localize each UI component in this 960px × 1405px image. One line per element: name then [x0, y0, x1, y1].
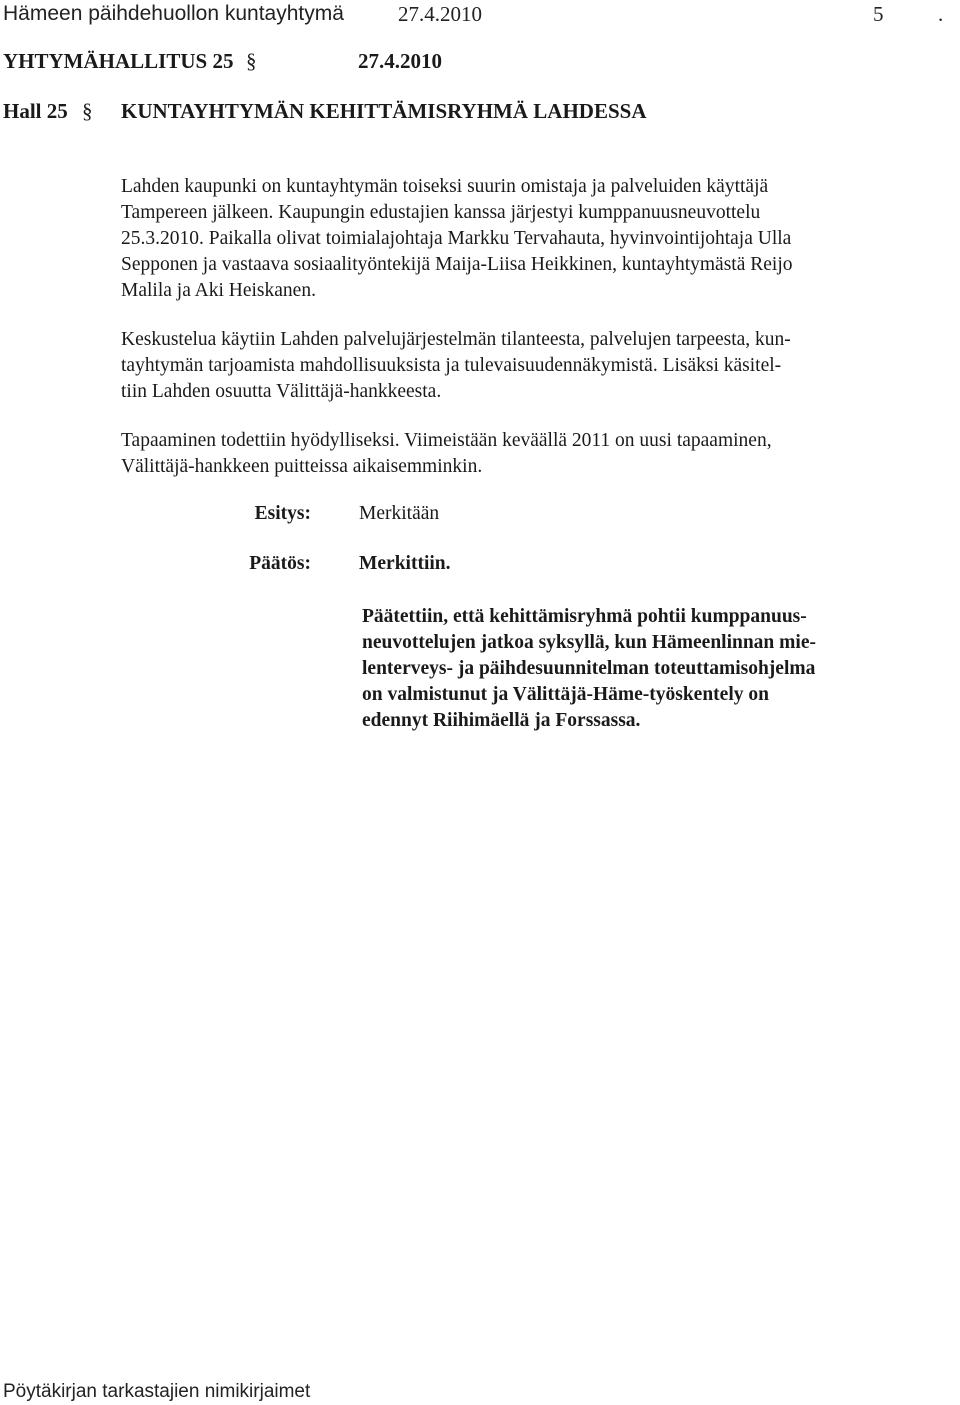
item-title: KUNTAYHTYMÄN KEHITTÄMISRYHMÄ LAHDESSA [121, 99, 647, 123]
decision-value: Merkittiin. [359, 553, 451, 574]
section-sign: § [82, 99, 93, 123]
paragraph-line: Sepponen ja vastaava sosiaalityöntekijä Maija-Liisa Heikkinen, kuntayhtymästä Reijo [121, 254, 793, 275]
page-number: 5 [873, 2, 884, 26]
header-mark: . [938, 2, 944, 26]
decision-text [362, 604, 816, 734]
paragraph-line: Tapaaminen todettiin hyödylliseksi. Viimeistään keväällä 2011 on uusi tapaaminen, [121, 430, 772, 451]
decision-line: edennyt Riihimäellä ja Forssassa. [362, 710, 641, 731]
paragraph-line: tayhtymän tarjoamista mahdollisuuksista ja tulevaisuudennäkymistä. Lisäksi käsitel- [121, 355, 782, 376]
section-sign: § [246, 49, 257, 73]
meeting-date: 27.4.2010 [358, 49, 442, 73]
paragraph-line: Välittäjä-hankkeen puitteissa aikaisemminkin. [121, 456, 483, 477]
board-section: YHTYMÄHALLITUS 25 [3, 49, 234, 73]
decision-line: neuvottelujen jatkoa syksyllä, kun Hämeenlinnan mie- [362, 632, 816, 653]
header-date: 27.4.2010 [398, 2, 482, 26]
paragraph [121, 327, 881, 405]
signature-footer: Pöytäkirjan tarkastajien nimikirjaimet [3, 1381, 311, 1402]
paragraph-line: Tampereen jälkeen. Kaupungin edustajien kanssa järjestyi kumppanuusneuvottelu [121, 202, 761, 223]
paragraph [121, 428, 881, 480]
decision-line: Päätettiin, että kehittämisryhmä pohtii kumppanuus- [362, 606, 807, 627]
decision-label: Päätös: [249, 553, 311, 574]
item-number: Hall 25 [3, 99, 68, 123]
paragraph-line: Lahden kaupunki on kuntayhtymän toiseksi suurin omistaja ja palveluiden käyttäjä [121, 176, 769, 197]
paragraph-line: tiin Lahden osuutta Välittäjä-hankkeesta. [121, 381, 442, 402]
paragraph-line: Malila ja Aki Heiskanen. [121, 280, 316, 301]
paragraph-line: 25.3.2010. Paikalla olivat toimialajohtaja Markku Tervahauta, hyvinvointijohtaja Ulla [121, 228, 792, 249]
proposal-value: Merkitään [359, 503, 440, 524]
organization-name: Hämeen päihdehuollon kuntayhtymä [3, 2, 344, 25]
proposal-label: Esitys: [254, 503, 311, 524]
decision-line: on valmistunut ja Välittäjä-Häme-työskentely on [362, 684, 769, 705]
paragraph [121, 174, 881, 304]
paragraph-line: Keskustelua käytiin Lahden palvelujärjestelmän tilanteesta, palvelujen tarpeesta, kun- [121, 329, 791, 350]
decision-line: lenterveys- ja päihdesuunnitelman toteuttamisohjelma [362, 658, 816, 679]
